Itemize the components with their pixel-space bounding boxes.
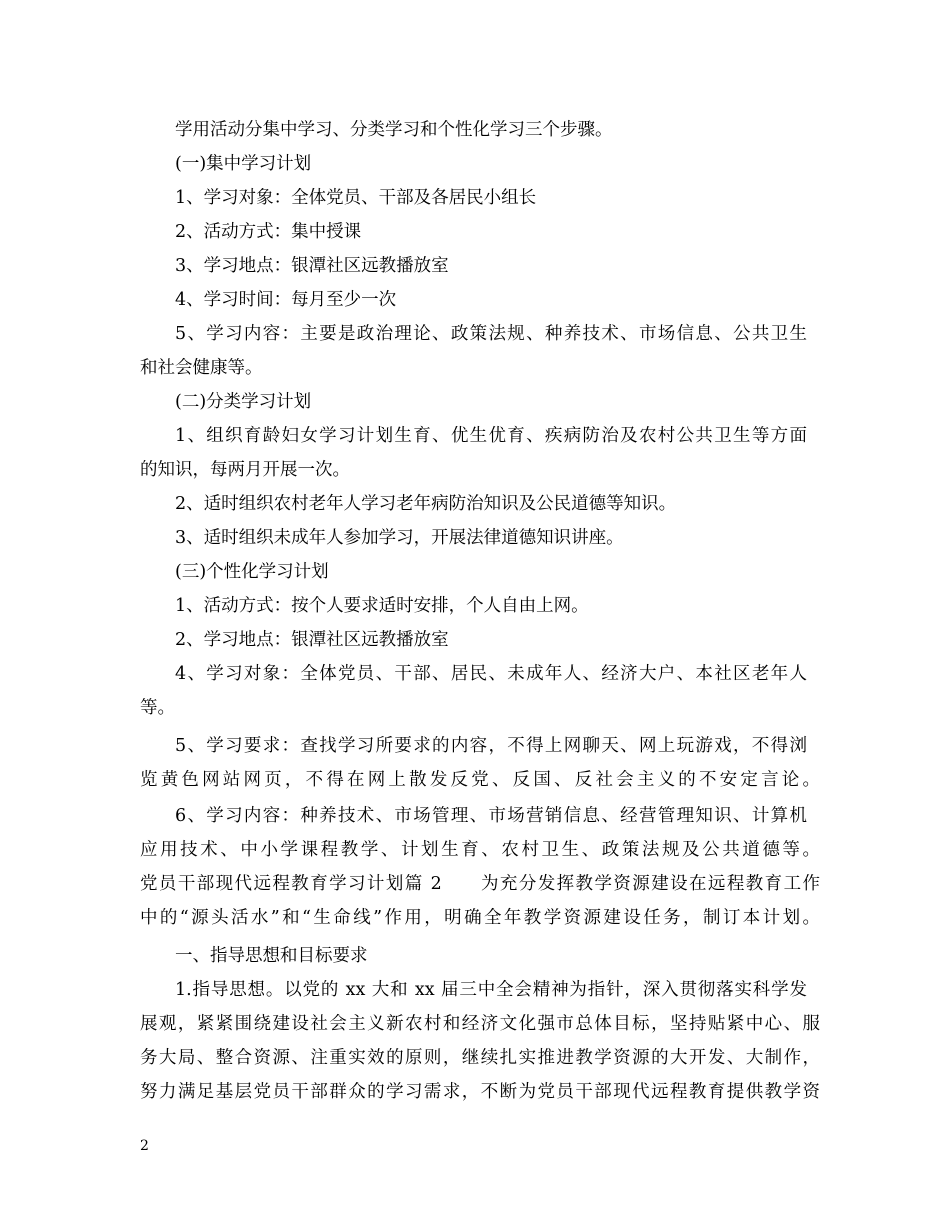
text-line: 党员干部现代远程教育学习计划篇 2 为充分发挥教学资源建设在远程教育工作 xyxy=(140,874,820,894)
text-line: 5、学习要求：查找学习所要求的内容，不得上网聊天、网上玩游戏，不得浏 xyxy=(175,736,807,756)
text-line: 展观，紧紧围绕建设社会主义新农村和经济文化强市总体目标，坚持贴紧中心、服 xyxy=(140,1014,820,1034)
text-line: 努力满足基层党员干部群众的学习需求，不断为党员干部现代远程教育提供教学资 xyxy=(140,1082,820,1102)
text-line: 2、学习地点：银潭社区远教播放室 xyxy=(175,630,449,650)
text-line: 中的“源头活水”和“生命线”作用，明确全年教学资源建设任务，制订本计划。 xyxy=(140,908,820,928)
section-heading: (三)个性化学习计划 xyxy=(175,562,329,582)
text-line: 4、学习对象：全体党员、干部、居民、未成年人、经济大户、本社区老年人 xyxy=(175,664,807,684)
text-line: 5、学习内容：主要是政治理论、政策法规、种养技术、市场信息、公共卫生 xyxy=(175,324,807,344)
text-line: 务大局、整合资源、注重实效的原则，继续扎实推进教学资源的大开发、大制作， xyxy=(140,1048,820,1068)
section-heading: 一、指导思想和目标要求 xyxy=(175,946,368,966)
text-line: 3、适时组织未成年人参加学习，开展法律道德知识讲座。 xyxy=(175,528,624,548)
section-heading: (二)分类学习计划 xyxy=(175,392,312,412)
page-number: 2 xyxy=(140,1138,149,1154)
text-line: 2、适时组织农村老年人学习老年病防治知识及公民道德等知识。 xyxy=(175,494,677,514)
text-line: 和社会健康等。 xyxy=(140,358,263,378)
text-line: 4、学习时间：每月至少一次 xyxy=(175,290,397,310)
text-line: 2、活动方式：集中授课 xyxy=(175,222,362,242)
text-line: 1.指导思想。以党的 xx 大和 xx 届三中全会精神为指针，深入贯彻落实科学发 xyxy=(175,980,807,1000)
text-line: 1、活动方式：按个人要求适时安排，个人自由上网。 xyxy=(175,596,589,616)
text-line: 等。 xyxy=(140,698,175,718)
text-line: 的知识，每两月开展一次。 xyxy=(140,460,350,480)
text-line: 1、学习对象：全体党员、干部及各居民小组长 xyxy=(175,188,537,208)
text-line: 3、学习地点：银潭社区远教播放室 xyxy=(175,256,449,276)
text-line: 应用技术、中小学课程教学、计划生育、农村卫生、政策法规及公共道德等。 xyxy=(140,840,820,860)
text-line: 学用活动分集中学习、分类学习和个性化学习三个步骤。 xyxy=(175,120,613,140)
section-heading: (一)集中学习计划 xyxy=(175,154,312,174)
text-line: 1、组织育龄妇女学习计划生育、优生优育、疾病防治及农村公共卫生等方面 xyxy=(175,426,807,446)
text-line: 览黄色网站网页，不得在网上散发反党、反国、反社会主义的不安定言论。 xyxy=(140,770,820,790)
text-line: 6、学习内容：种养技术、市场管理、市场营销信息、经营管理知识、计算机 xyxy=(175,806,807,826)
